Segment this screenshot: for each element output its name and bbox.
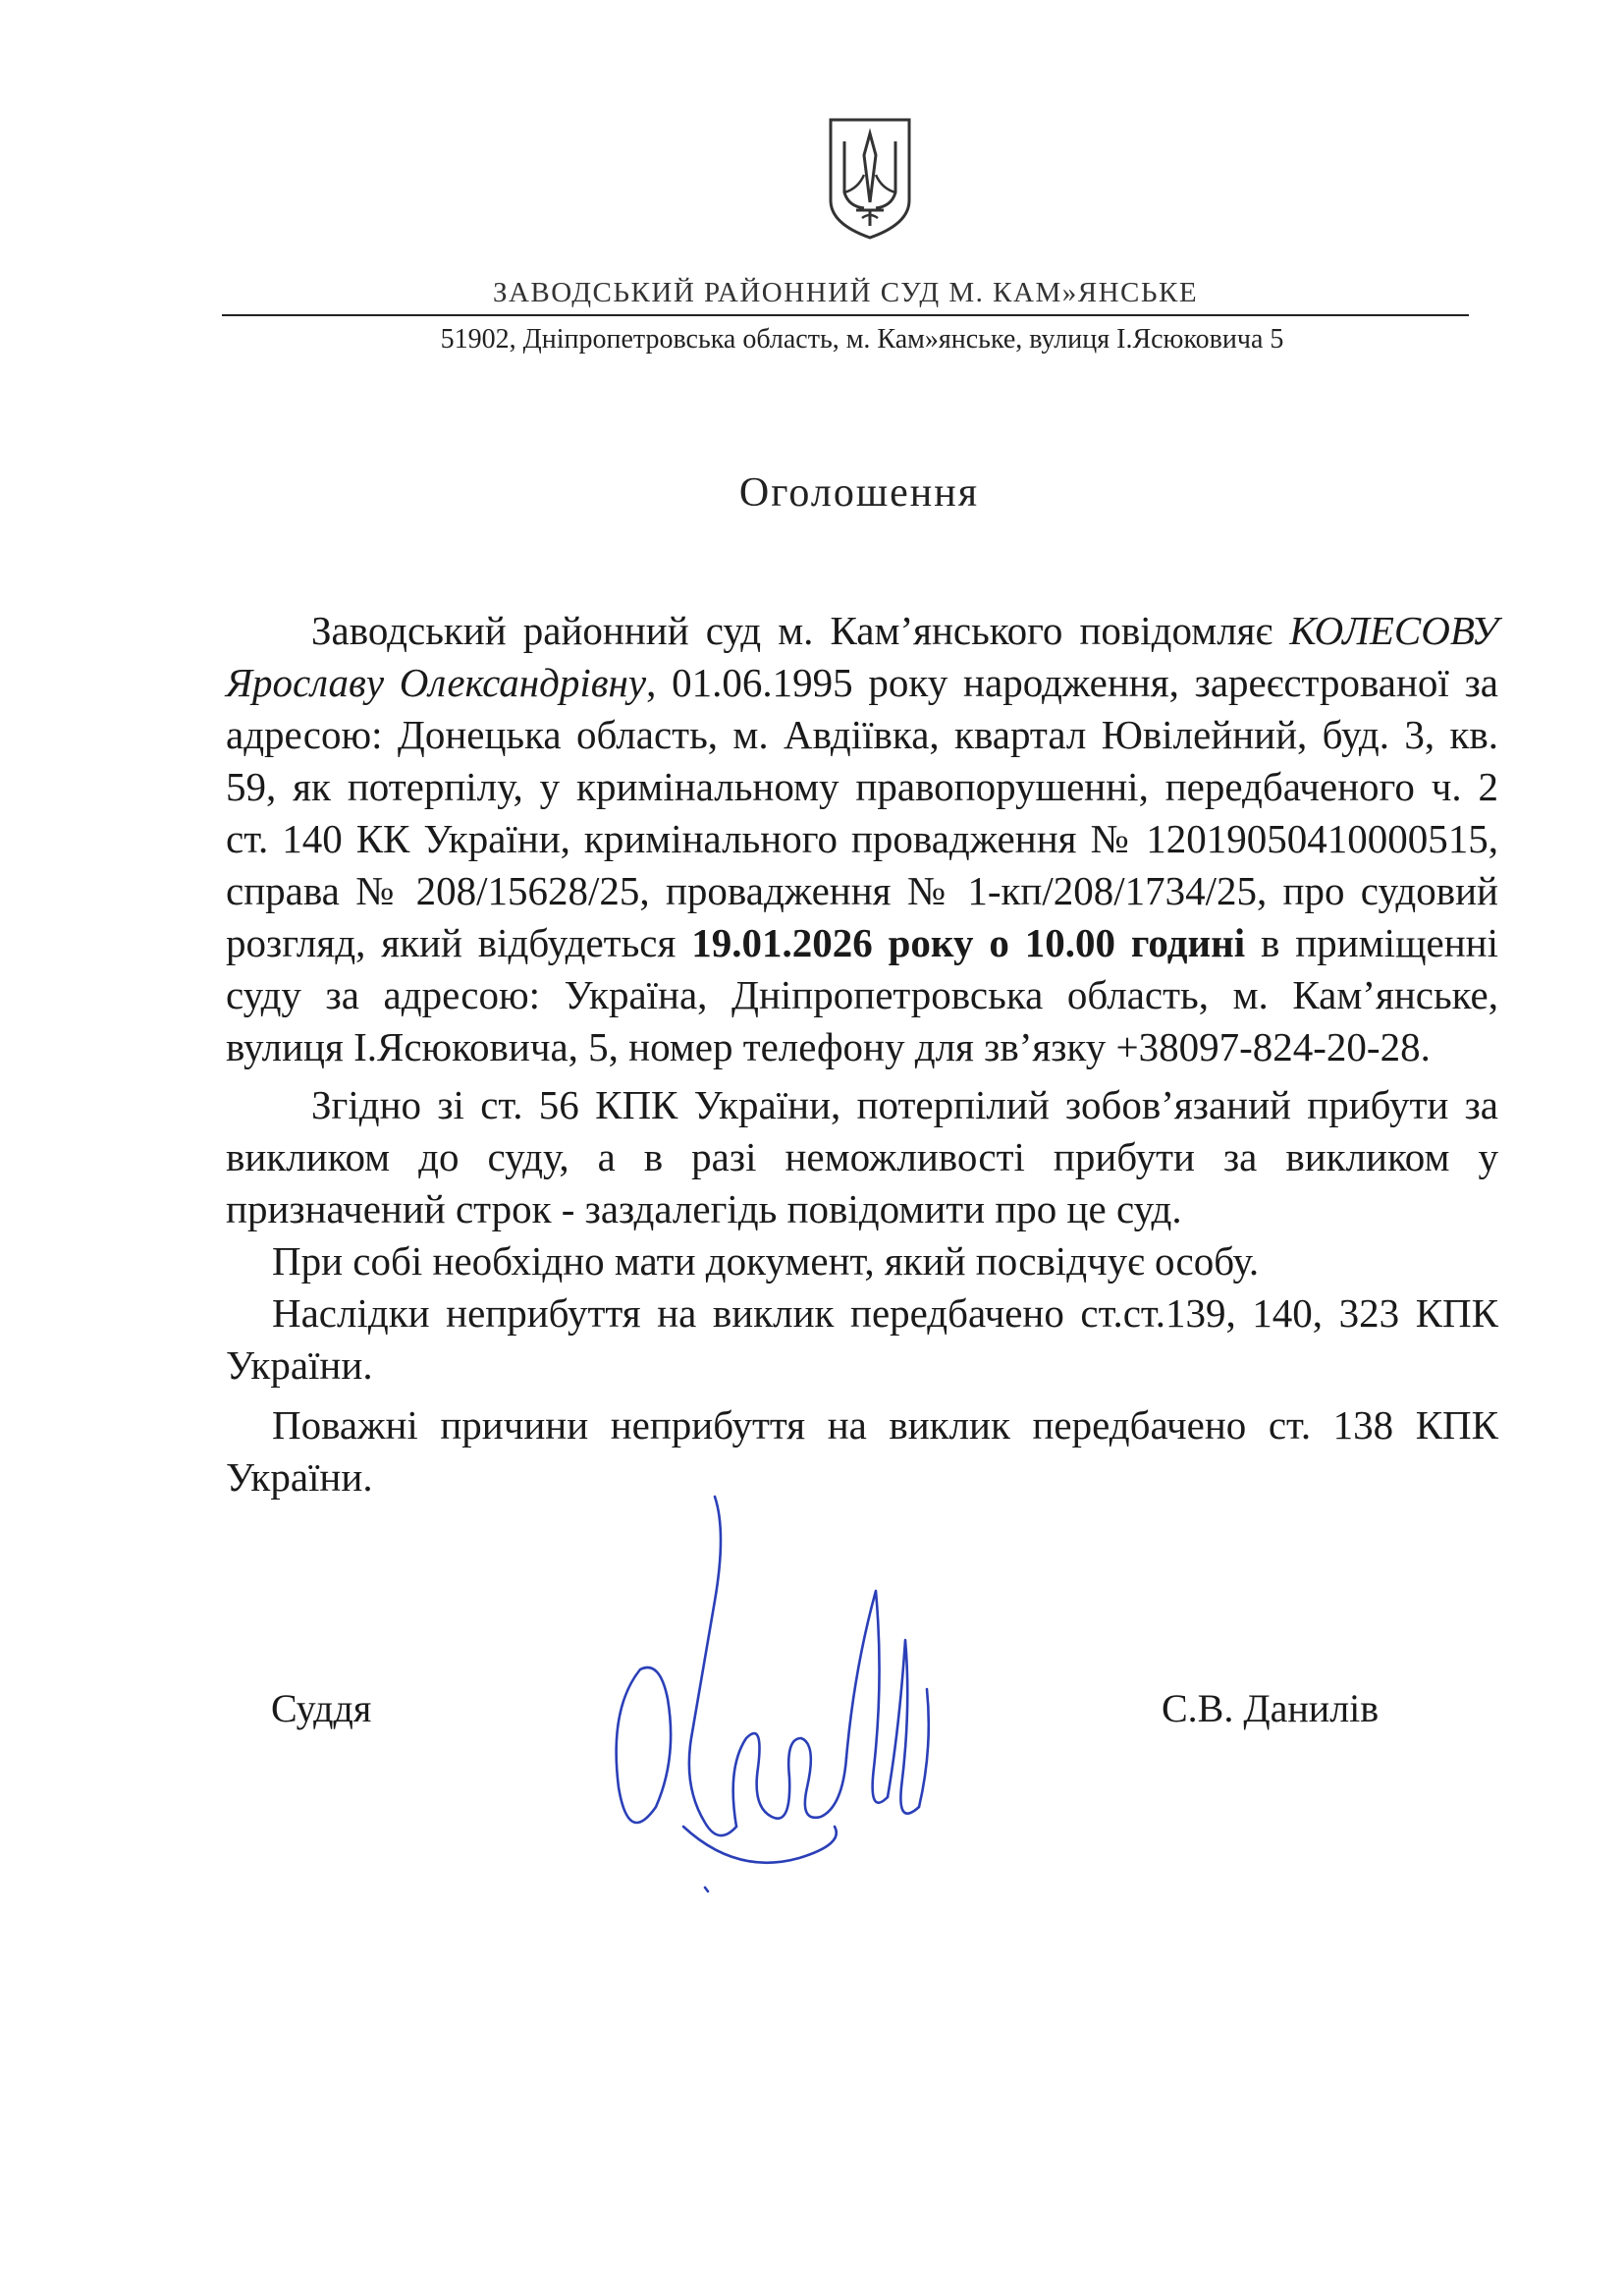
header-divider [222, 314, 1469, 316]
judge-role-label: Суддя [271, 1686, 372, 1730]
paragraph-id-document: При собі необхідно мати документ, який посвідчує особу. [272, 1238, 1260, 1284]
announcement-body [226, 605, 1498, 1503]
court-name: ЗАВОДСЬКИЙ РАЙОННИЙ СУД М. КАМ»ЯНСЬКЕ [492, 277, 1199, 308]
notice-ending: в приміщенні суду за адресою: Україна, Дніпропетровська область, м. Кам’янське, вулиця І.Ясюковича, 5, номер телефону для зв’язку +38097-824-20-28. [226, 920, 1499, 1069]
paragraph-consequences: Наслідки неприбуття на виклик передбачено ст.ст.139, 140, 323 КПК України. [226, 1290, 1498, 1388]
paragraph-valid-reasons: Поважні причини неприбуття на виклик передбачено ст. 138 КПК України. [226, 1402, 1498, 1500]
notice-intro: Заводський районний суд м. Кам’янського повідомляє [311, 608, 1290, 653]
court-address: 51902, Дніпропетровська область, м. Кам»янське, вулиця І.Ясюковича 5 [440, 324, 1284, 355]
notice-details: , 01.06.1995 року народження, зареєстрованої за адресою: Донецька область, м. Авдіївка, квартал Ювілейний, буд. 3, кв. 59, як потерпілу, у кримінальному правопорушенні, передбаченого ч. 2 ст. 140 КК України, кримінального провадження № 12019050410000515, справа № 208/15628/25, провадження № 1-кп/208/1734/25, про судовий розгляд, який відбудеться [226, 660, 1498, 965]
document-title: Оголошення [738, 470, 980, 516]
hearing-datetime: 19.01.2026 року о 10.00 годині [691, 920, 1246, 965]
paragraph-obligation: Згідно зі ст. 56 КПК України, потерпілий зобов’язаний прибути за викликом до суду, а в разі неможливості прибути за викликом у призначений строк - заздалегідь повідомити про це суд. [226, 1082, 1498, 1231]
judge-name: С.В. Данилів [1162, 1686, 1380, 1730]
person-name: КОЛЕСОВУ Ярославу Олександрівну [226, 608, 1498, 705]
trident-coat-of-arms-icon [825, 116, 915, 242]
handwritten-signature [589, 1493, 1021, 1925]
paragraph-notice [226, 605, 1498, 1073]
